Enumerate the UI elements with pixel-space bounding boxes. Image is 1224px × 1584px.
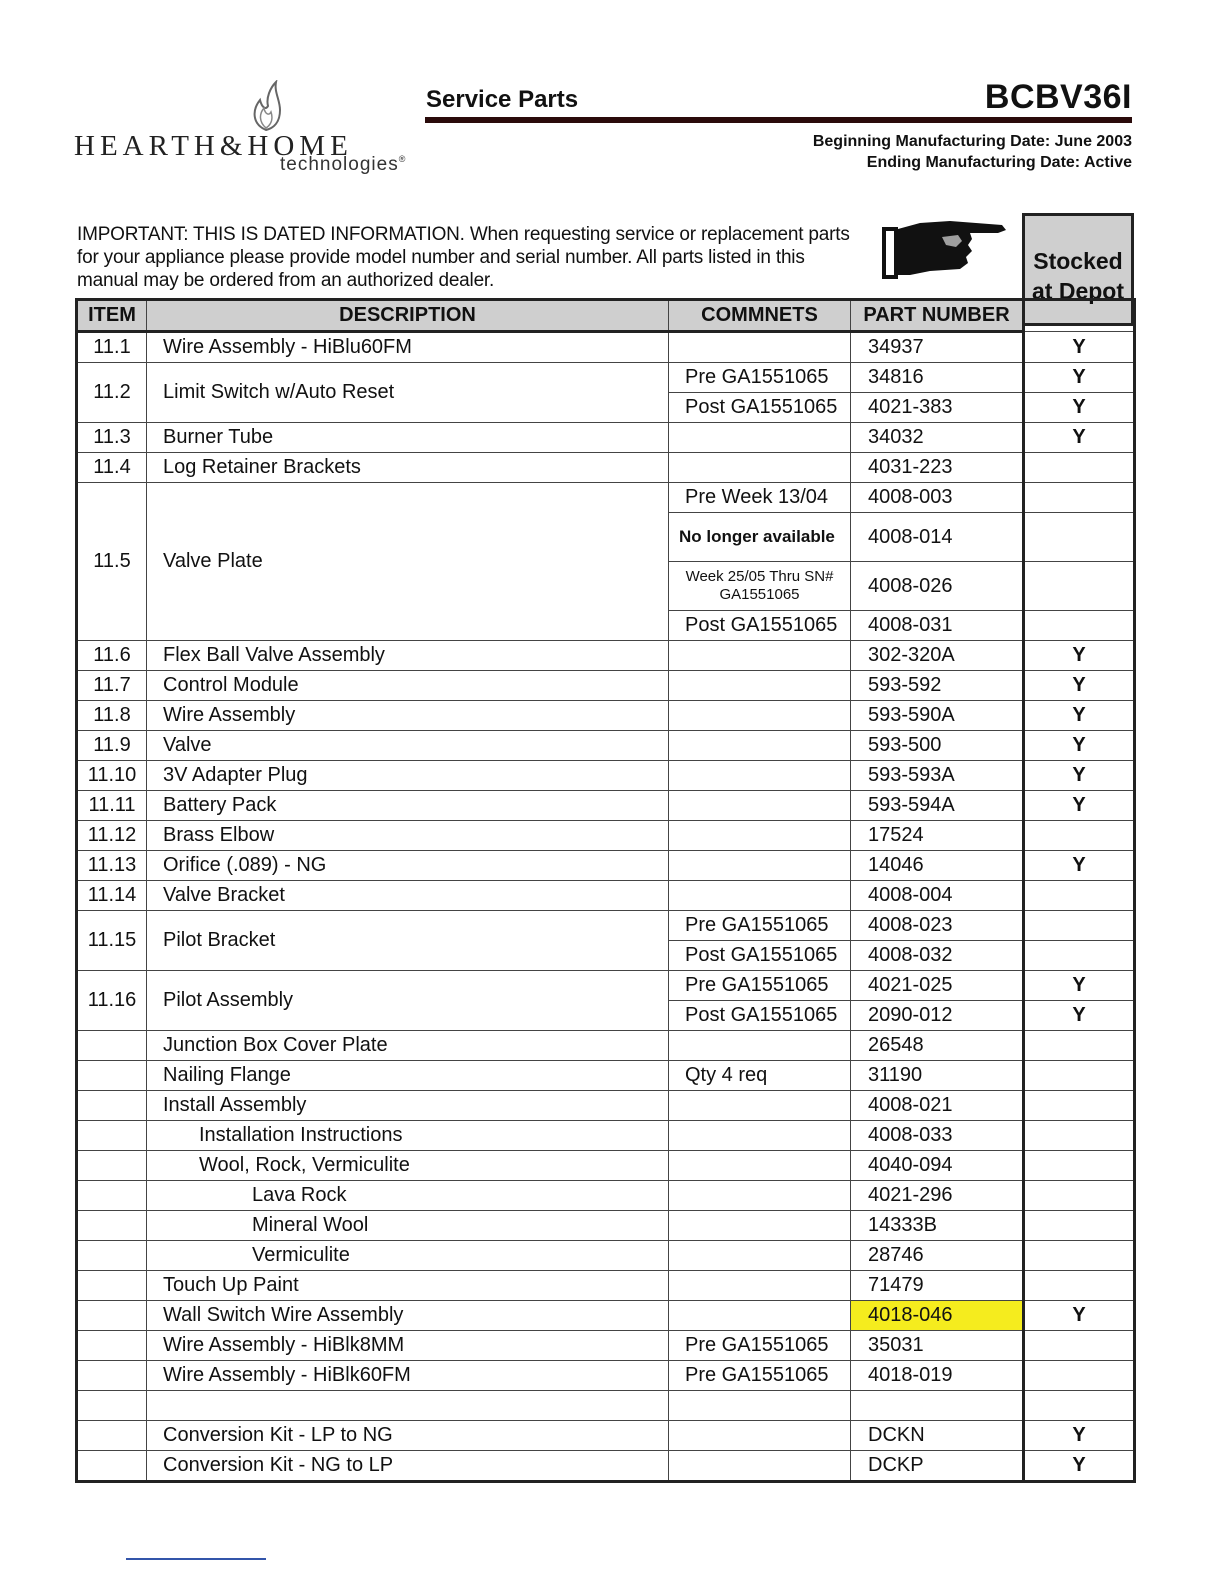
part-number-cell: 35031: [851, 1331, 1024, 1361]
description-cell: Vermiculite: [147, 1241, 669, 1271]
comments-cell: [669, 1301, 851, 1331]
item-cell: 11.1: [77, 332, 147, 363]
part-number-cell: 593-590A: [851, 701, 1024, 731]
item-cell: [77, 1421, 147, 1451]
stocked-cell: Y: [1024, 761, 1135, 791]
stocked-cell: [1024, 562, 1135, 611]
description-cell: Install Assembly: [147, 1091, 669, 1121]
comments-cell: Pre Week 13/04: [669, 483, 851, 513]
description-cell: Nailing Flange: [147, 1061, 669, 1091]
part-number-cell: 34032: [851, 423, 1024, 453]
item-cell: [77, 1061, 147, 1091]
part-number-cell: 26548: [851, 1031, 1024, 1061]
stocked-cell: [1024, 881, 1135, 911]
part-number-cell: 4040-094: [851, 1151, 1024, 1181]
stocked-cell: Y: [1024, 1421, 1135, 1451]
model-number: BCBV36I: [984, 78, 1132, 116]
stocked-cell: [1024, 1391, 1135, 1421]
table-header-row: [77, 300, 1135, 332]
table-row: [77, 641, 1135, 671]
important-notice: IMPORTANT: THIS IS DATED INFORMATION. When requesting service or replacement parts for your appliance please provide model number and serial number. All parts listed in this manual may be ordered from an authorized dealer.: [77, 224, 850, 291]
description-cell: Brass Elbow: [147, 821, 669, 851]
description-cell: 3V Adapter Plug: [147, 761, 669, 791]
part-number-cell: 17524: [851, 821, 1024, 851]
part-number-cell: 4021-296: [851, 1181, 1024, 1211]
stocked-cell: Y: [1024, 671, 1135, 701]
logo-wordmark: HEARTH&HOME: [74, 130, 353, 162]
description-cell: Junction Box Cover Plate: [147, 1031, 669, 1061]
item-cell: 11.14: [77, 881, 147, 911]
table-row-empty: [77, 1391, 1135, 1421]
comments-cell: Pre GA1551065: [669, 1331, 851, 1361]
comments-cell: [669, 761, 851, 791]
item-cell: [77, 1121, 147, 1151]
comments-cell: [669, 1271, 851, 1301]
begin-date: Beginning Manufacturing Date: June 2003: [812, 133, 1132, 150]
stocked-cell: Y: [1024, 971, 1135, 1001]
comments-cell: [669, 423, 851, 453]
part-number-cell: 2090-012: [851, 1001, 1024, 1031]
comments-cell: Pre GA1551065: [669, 911, 851, 941]
comments-cell: Pre GA1551065: [669, 1361, 851, 1391]
comments-cell: [669, 1421, 851, 1451]
item-cell: [77, 1361, 147, 1391]
comments-cell: [669, 881, 851, 911]
item-cell: [77, 1271, 147, 1301]
comments-cell: [669, 641, 851, 671]
comments-cell: [669, 1031, 851, 1061]
table-row: [77, 971, 1135, 1001]
table-row: [77, 1361, 1135, 1391]
header-divider: [425, 117, 1132, 123]
description-cell: [147, 1391, 669, 1421]
table-row: [77, 821, 1135, 851]
stocked-cell: Y: [1024, 393, 1135, 423]
table-row: [77, 1301, 1135, 1331]
stocked-cell: Y: [1024, 1451, 1135, 1482]
table-row: [77, 453, 1135, 483]
table-row: [77, 1061, 1135, 1091]
item-cell: [77, 1241, 147, 1271]
item-cell: 11.5: [77, 483, 147, 641]
comments-cell: [669, 701, 851, 731]
part-number-cell: 4018-019: [851, 1361, 1024, 1391]
stocked-cell: [1024, 1091, 1135, 1121]
stocked-cell: [1024, 1211, 1135, 1241]
table-row: [77, 1211, 1135, 1241]
part-number-cell: 4008-026: [851, 562, 1024, 611]
description-cell: Wire Assembly - HiBlu60FM: [147, 332, 669, 363]
stocked-cell: [1024, 1031, 1135, 1061]
part-number-cell: DCKP: [851, 1451, 1024, 1482]
comments-cell: [669, 1121, 851, 1151]
comments-cell: [669, 1181, 851, 1211]
part-number-cell: 593-594A: [851, 791, 1024, 821]
description-cell: Pilot Assembly: [147, 971, 669, 1031]
description-cell: Burner Tube: [147, 423, 669, 453]
comments-cell: [669, 453, 851, 483]
end-date: Ending Manufacturing Date: Active: [866, 154, 1132, 171]
description-cell: Valve Bracket: [147, 881, 669, 911]
part-number-cell: 302-320A: [851, 641, 1024, 671]
part-number-cell: 4008-021: [851, 1091, 1024, 1121]
part-number-cell: 593-592: [851, 671, 1024, 701]
description-cell: Limit Switch w/Auto Reset: [147, 363, 669, 423]
flame-icon: [246, 80, 286, 132]
part-number-cell: 31190: [851, 1061, 1024, 1091]
table-row: [77, 423, 1135, 453]
part-number-cell-highlighted: 4018-046: [851, 1301, 1024, 1331]
item-cell: 11.3: [77, 423, 147, 453]
stocked-cell: Y: [1024, 731, 1135, 761]
stocked-cell: [1024, 1271, 1135, 1301]
item-cell: 11.15: [77, 911, 147, 971]
stocked-cell: Y: [1024, 641, 1135, 671]
part-number-cell: 14333B: [851, 1211, 1024, 1241]
description-cell: Mineral Wool: [147, 1211, 669, 1241]
item-cell: [77, 1211, 147, 1241]
stocked-cell: Y: [1024, 701, 1135, 731]
description-cell: Installation Instructions: [147, 1121, 669, 1151]
table-row: [77, 1241, 1135, 1271]
item-cell: 11.9: [77, 731, 147, 761]
table-row: [77, 483, 1135, 513]
item-cell: 11.13: [77, 851, 147, 881]
stocked-cell: [1024, 911, 1135, 941]
description-cell: Log Retainer Brackets: [147, 453, 669, 483]
item-cell: 11.11: [77, 791, 147, 821]
table-row: [77, 1451, 1135, 1482]
description-cell: Conversion Kit - NG to LP: [147, 1451, 669, 1482]
part-number-cell: 34937: [851, 332, 1024, 363]
stocked-cell: [1024, 1061, 1135, 1091]
stocked-cell: Y: [1024, 1001, 1135, 1031]
comments-cell: [669, 1091, 851, 1121]
stocked-cell: [1024, 1151, 1135, 1181]
item-cell: [77, 1031, 147, 1061]
comments-cell: [669, 821, 851, 851]
comments-cell: [669, 791, 851, 821]
table-row: [77, 881, 1135, 911]
part-number-cell: 4008-031: [851, 611, 1024, 641]
stocked-cell: [1024, 1241, 1135, 1271]
comments-cell: Post GA1551065: [669, 941, 851, 971]
comments-cell: [669, 1391, 851, 1421]
stocked-cell: [1024, 513, 1135, 562]
comments-cell: Post GA1551065: [669, 611, 851, 641]
comments-cell: Post GA1551065: [669, 1001, 851, 1031]
table-row: [77, 791, 1135, 821]
stocked-cell: Y: [1024, 363, 1135, 393]
part-number-cell: 4008-023: [851, 911, 1024, 941]
service-parts-table: [75, 298, 1136, 1483]
footer-divider: [126, 1558, 266, 1560]
part-number-cell: DCKN: [851, 1421, 1024, 1451]
item-cell: 11.2: [77, 363, 147, 423]
stocked-cell: [1024, 1121, 1135, 1151]
comments-cell: Post GA1551065: [669, 393, 851, 423]
part-number-cell: 28746: [851, 1241, 1024, 1271]
column-header-description: DESCRIPTION: [147, 300, 669, 332]
manufacturing-dates: [813, 131, 1132, 173]
part-number-cell: 4008-004: [851, 881, 1024, 911]
item-cell: 11.8: [77, 701, 147, 731]
table-row: [77, 911, 1135, 941]
stocked-cell: Y: [1024, 1301, 1135, 1331]
table-row: [77, 1031, 1135, 1061]
item-cell: 11.4: [77, 453, 147, 483]
table-row: [77, 1151, 1135, 1181]
item-cell: 11.6: [77, 641, 147, 671]
part-number-cell: 4008-032: [851, 941, 1024, 971]
table-row: [77, 332, 1135, 363]
table-row: [77, 1091, 1135, 1121]
stocked-cell: Y: [1024, 851, 1135, 881]
item-cell: [77, 1451, 147, 1482]
description-cell: Conversion Kit - LP to NG: [147, 1421, 669, 1451]
table-row: [77, 1421, 1135, 1451]
comments-cell: [669, 671, 851, 701]
table-row: [77, 671, 1135, 701]
table-row: [77, 1331, 1135, 1361]
comments-cell: [669, 851, 851, 881]
table-row: [77, 1181, 1135, 1211]
comments-cell: [669, 1211, 851, 1241]
description-cell: Wool, Rock, Vermiculite: [147, 1151, 669, 1181]
pointing-hand-icon: [880, 217, 1010, 283]
description-cell: Wire Assembly - HiBlk8MM: [147, 1331, 669, 1361]
comments-cell: Pre GA1551065: [669, 971, 851, 1001]
stocked-cell: [1024, 1361, 1135, 1391]
part-number-cell: 34816: [851, 363, 1024, 393]
description-cell: Wall Switch Wire Assembly: [147, 1301, 669, 1331]
description-cell: Orifice (.089) - NG: [147, 851, 669, 881]
item-cell: 11.16: [77, 971, 147, 1031]
item-cell: [77, 1301, 147, 1331]
part-number-cell: 4008-003: [851, 483, 1024, 513]
comments-cell: No longer available: [669, 513, 851, 562]
stocked-cell: [1024, 1331, 1135, 1361]
column-header-stocked: [1024, 300, 1135, 332]
description-cell: Wire Assembly - HiBlk60FM: [147, 1361, 669, 1391]
item-cell: 11.7: [77, 671, 147, 701]
item-cell: 11.12: [77, 821, 147, 851]
part-number-cell: 4031-223: [851, 453, 1024, 483]
table-row: [77, 851, 1135, 881]
part-number-cell: 14046: [851, 851, 1024, 881]
stocked-cell: [1024, 611, 1135, 641]
part-number-cell: 593-500: [851, 731, 1024, 761]
column-header-comments: COMMNETS: [669, 300, 851, 332]
comments-cell: [669, 1451, 851, 1482]
description-cell: Pilot Bracket: [147, 911, 669, 971]
stocked-cell: Y: [1024, 332, 1135, 363]
table-row: [77, 731, 1135, 761]
comments-cell: [669, 332, 851, 363]
description-cell: Battery Pack: [147, 791, 669, 821]
description-cell: Flex Ball Valve Assembly: [147, 641, 669, 671]
comments-cell: [669, 1151, 851, 1181]
column-header-part-number: PART NUMBER: [851, 300, 1024, 332]
item-cell: [77, 1331, 147, 1361]
item-cell: 11.10: [77, 761, 147, 791]
part-number-cell: 4021-025: [851, 971, 1024, 1001]
description-cell: Control Module: [147, 671, 669, 701]
table-row: [77, 1271, 1135, 1301]
comments-cell: Pre GA1551065: [669, 363, 851, 393]
description-cell: Lava Rock: [147, 1181, 669, 1211]
page-title: Service Parts: [426, 86, 579, 113]
table-row: [77, 761, 1135, 791]
part-number-cell: [851, 1391, 1024, 1421]
part-number-cell: 71479: [851, 1271, 1024, 1301]
comments-cell: Qty 4 req: [669, 1061, 851, 1091]
comments-cell: [669, 731, 851, 761]
description-cell: Touch Up Paint: [147, 1271, 669, 1301]
part-number-cell: 4021-383: [851, 393, 1024, 423]
item-cell: [77, 1091, 147, 1121]
description-cell: Valve Plate: [147, 483, 669, 641]
item-cell: [77, 1181, 147, 1211]
company-logo: [74, 80, 414, 180]
stocked-cell: [1024, 941, 1135, 971]
column-header-item: ITEM: [77, 300, 147, 332]
stocked-cell: [1024, 1181, 1135, 1211]
comments-cell: [669, 1241, 851, 1271]
table-row: [77, 701, 1135, 731]
stocked-cell: Y: [1024, 423, 1135, 453]
part-number-cell: 4008-033: [851, 1121, 1024, 1151]
item-cell: [77, 1391, 147, 1421]
part-number-cell: 593-593A: [851, 761, 1024, 791]
part-number-cell: 4008-014: [851, 513, 1024, 562]
description-cell: Valve: [147, 731, 669, 761]
item-cell: [77, 1151, 147, 1181]
stocked-cell: Y: [1024, 791, 1135, 821]
stocked-cell: [1024, 821, 1135, 851]
table-row: [77, 363, 1135, 393]
logo-subtitle: technologies®: [280, 154, 407, 175]
table-row: [77, 1121, 1135, 1151]
stocked-at-depot-header: Stocked at Depot: [1022, 213, 1134, 326]
stocked-cell: [1024, 453, 1135, 483]
description-cell: Wire Assembly: [147, 701, 669, 731]
comments-cell: Week 25/05 Thru SN# GA1551065: [669, 562, 851, 611]
stocked-cell: [1024, 483, 1135, 513]
